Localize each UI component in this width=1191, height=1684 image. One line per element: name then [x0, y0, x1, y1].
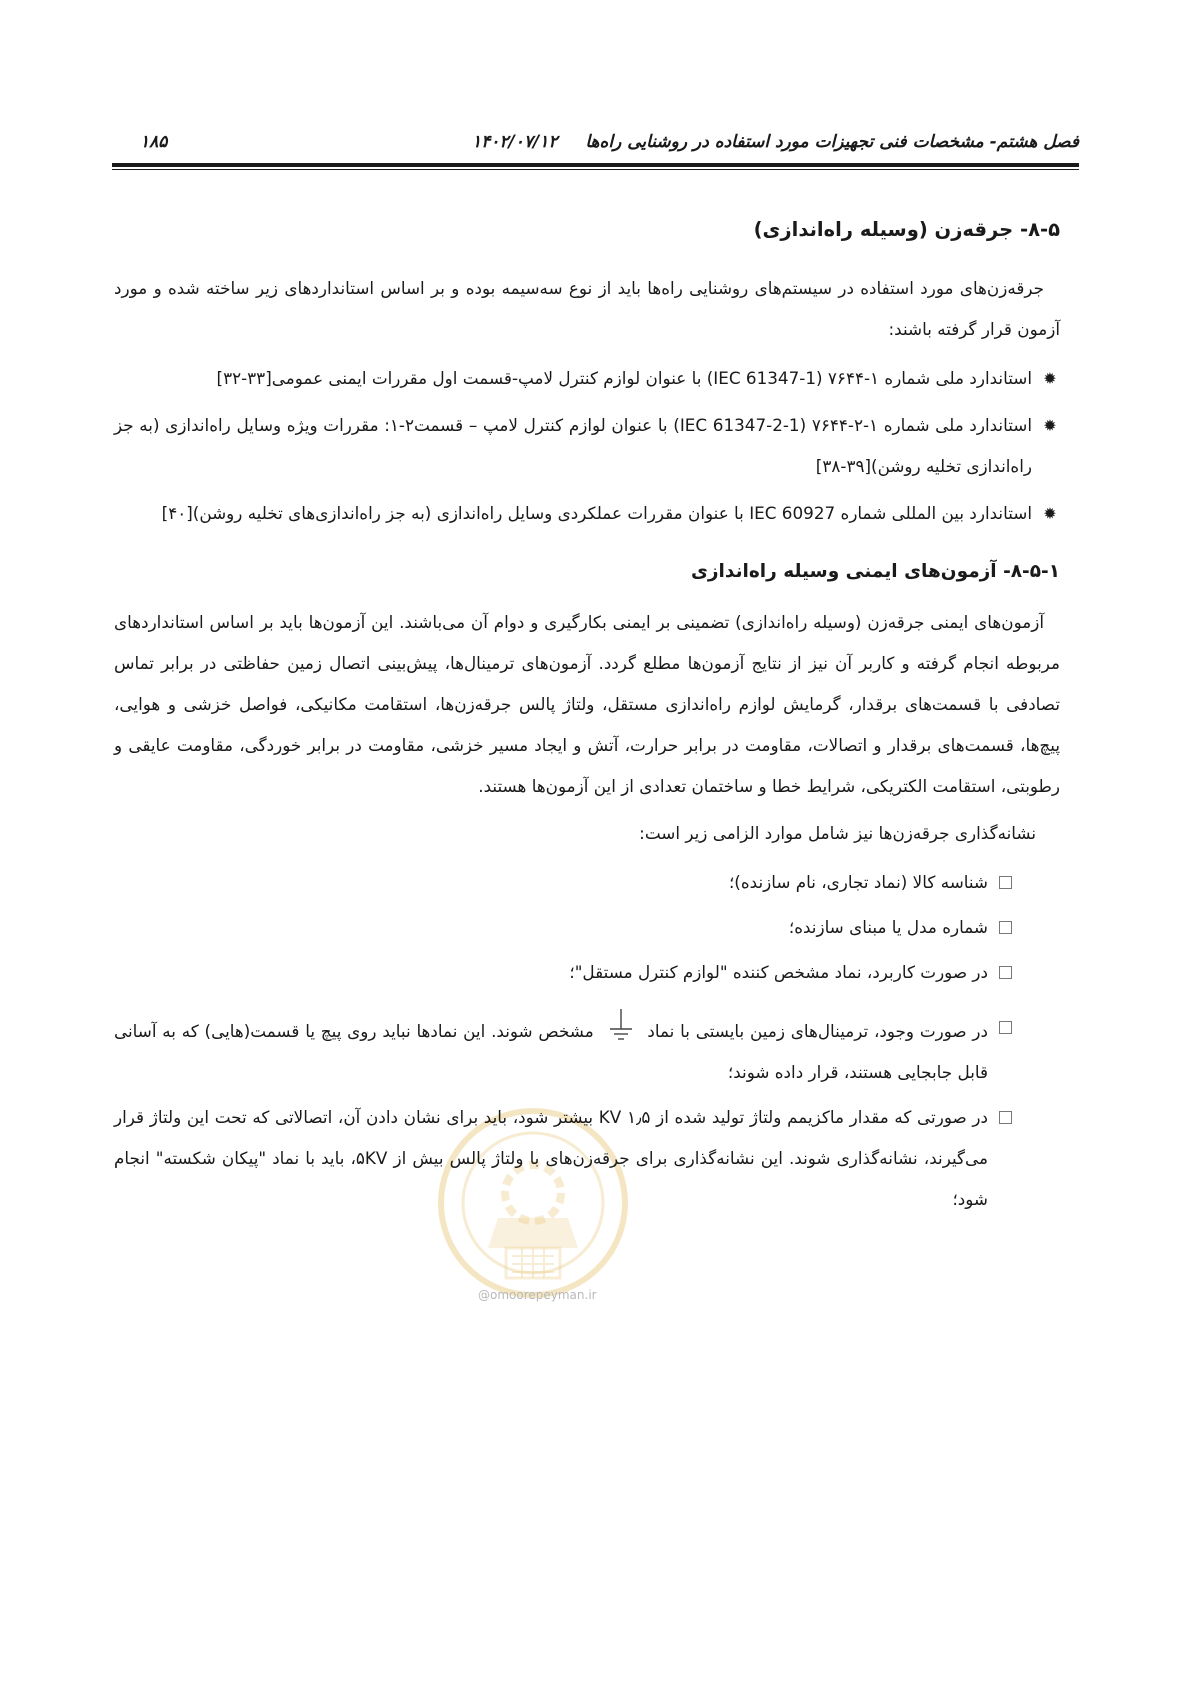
standards-list — [114, 358, 1060, 534]
chapter-title: فصل هشتم- مشخصات فنی تجهیزات مورد استفاده در روشنایی راه‌ها — [585, 132, 1079, 152]
bullet-star-icon: ✹ — [1043, 504, 1057, 523]
tests-paragraph: آزمون‌های ایمنی جرقه‌زن (وسیله راه‌اندازی) تضمینی بر ایمنی بکارگیری و دوام آن می‌باشند. این آزمون‌ها باید بر اساس استانداردهای مربوطه انجام گرفته و کاربر آن نیز از نتایج آزمون‌ها مطلع گردد. آزمون‌های ترمینال‌ها، پیش‌بینی اتصال زمین حفاظتی در برابر تماس تصادفی با قسمت‌های برقدار، گرمایش لوازم راه‌اندازی مستقل، ولتاژ پالس جرقه‌زن‌ها، استقامت مکانیکی، فواصل خزشی و هوایی، پیچ‌ها، قسمت‌های برقدار و اتصالات، مقاومت در برابر حرارت، آتش و ایجاد مسیر خزشی، مقاومت در برابر خوردگی، مقاومت عایقی و رطوبتی، استقامت الکتریکی، شرایط خطا و ساختمان تعدادی از این آزمون‌ها هستند. — [114, 612, 1060, 796]
standard-text: استاندارد ملی شماره ۱-۷۶۴۴ (IEC 61347-1) با عنوان لوازم کنترل لامپ-قسمت اول مقررات ایمنی عمومی[۳۳-۳۲] — [216, 368, 1032, 388]
running-header — [112, 128, 1079, 162]
header-rule-thick — [112, 163, 1079, 167]
bullet-star-icon: ✹ — [1043, 369, 1057, 388]
standard-item — [114, 358, 1060, 399]
header-rule-thin — [112, 169, 1079, 170]
page-number: ۱۸۵ — [140, 132, 168, 152]
checkbox-square-icon — [999, 1111, 1012, 1124]
section-intro: جرقه‌زن‌های مورد استفاده در سیستم‌های روشنایی راه‌ها باید از نوع سه‌سیمه بوده و بر اساس استانداردهای زیر ساخته شده و مورد آزمون قرار گرفته باشند: — [114, 278, 1060, 339]
standard-item — [114, 405, 1060, 487]
earth-ground-icon — [606, 1007, 636, 1045]
checkbox-square-icon — [999, 1021, 1012, 1034]
checkbox-square-icon — [999, 876, 1012, 889]
ground-text-before: در صورت وجود، ترمینال‌های زمین بایستی با نماد — [647, 1021, 989, 1041]
requirement-item — [114, 952, 1060, 993]
checkbox-square-icon — [999, 966, 1012, 979]
standard-text: استاندارد بین المللی شماره IEC 60927 با عنوان مقررات عملکردی وسایل راه‌اندازی (به جز راه‌اندازی‌های تخلیه روشن)[۴۰] — [161, 503, 1032, 523]
main-content — [114, 214, 1060, 1224]
requirement-item — [114, 1097, 1060, 1220]
marking-requirements-list — [114, 862, 1060, 1220]
requirement-text: در صورتی که مقدار ماکزیمم ولتاژ تولید شده از ۱٫۵ KV بیشتر شود، باید برای نشان دادن آن، اتصالاتی که تحت این ولتاژ قرار می‌گیرند، نشانه‌گذاری شوند. این نشانه‌گذاری برای جرقه‌زن‌های با ولتاژ پالس بیش از ۵KV، باید با نماد "پیکان شکسته" انجام شود؛ — [114, 1107, 988, 1209]
bullet-star-icon: ✹ — [1043, 416, 1057, 435]
watermark-text: @omoorepeyman.ir — [478, 1288, 597, 1302]
requirement-item — [114, 1007, 1060, 1093]
requirement-item — [114, 907, 1060, 948]
marking-intro: نشانه‌گذاری جرقه‌زن‌ها نیز شامل موارد الزامی زیر است: — [639, 823, 1036, 843]
requirement-text: شماره مدل یا مبنای سازنده؛ — [788, 917, 988, 937]
requirement-item — [114, 862, 1060, 903]
section-heading: ۸-۵- جرقه‌زن (وسیله راه‌اندازی) — [753, 218, 1060, 241]
header-date: ۱۴۰۲/۰۷/۱۲ — [472, 132, 558, 152]
subsection-heading: ۸-۵-۱- آزمون‌های ایمنی وسیله راه‌اندازی — [690, 561, 1060, 582]
ground-text-after: مشخص شوند. این نمادها نباید روی پیچ یا قسمت(هایی) که به آسانی قابل جابجایی هستند، قرار داده شوند؛ — [114, 1021, 988, 1082]
standard-text: استاندارد ملی شماره ۱-۲-۷۶۴۴ (IEC 61347-2-1) با عنوان لوازم کنترل لامپ – قسمت۲-۱: مقررات ویژه وسایل راه‌اندازی (به جز راه‌اندازی تخلیه روشن)[۳۹-۳۸] — [114, 415, 1032, 476]
standard-item — [114, 493, 1060, 534]
requirement-text: شناسه کالا (نماد تجاری، نام سازنده)؛ — [728, 872, 988, 892]
requirement-text: در صورت کاربرد، نماد مشخص کننده "لوازم کنترل مستقل"؛ — [569, 962, 988, 982]
checkbox-square-icon — [999, 921, 1012, 934]
